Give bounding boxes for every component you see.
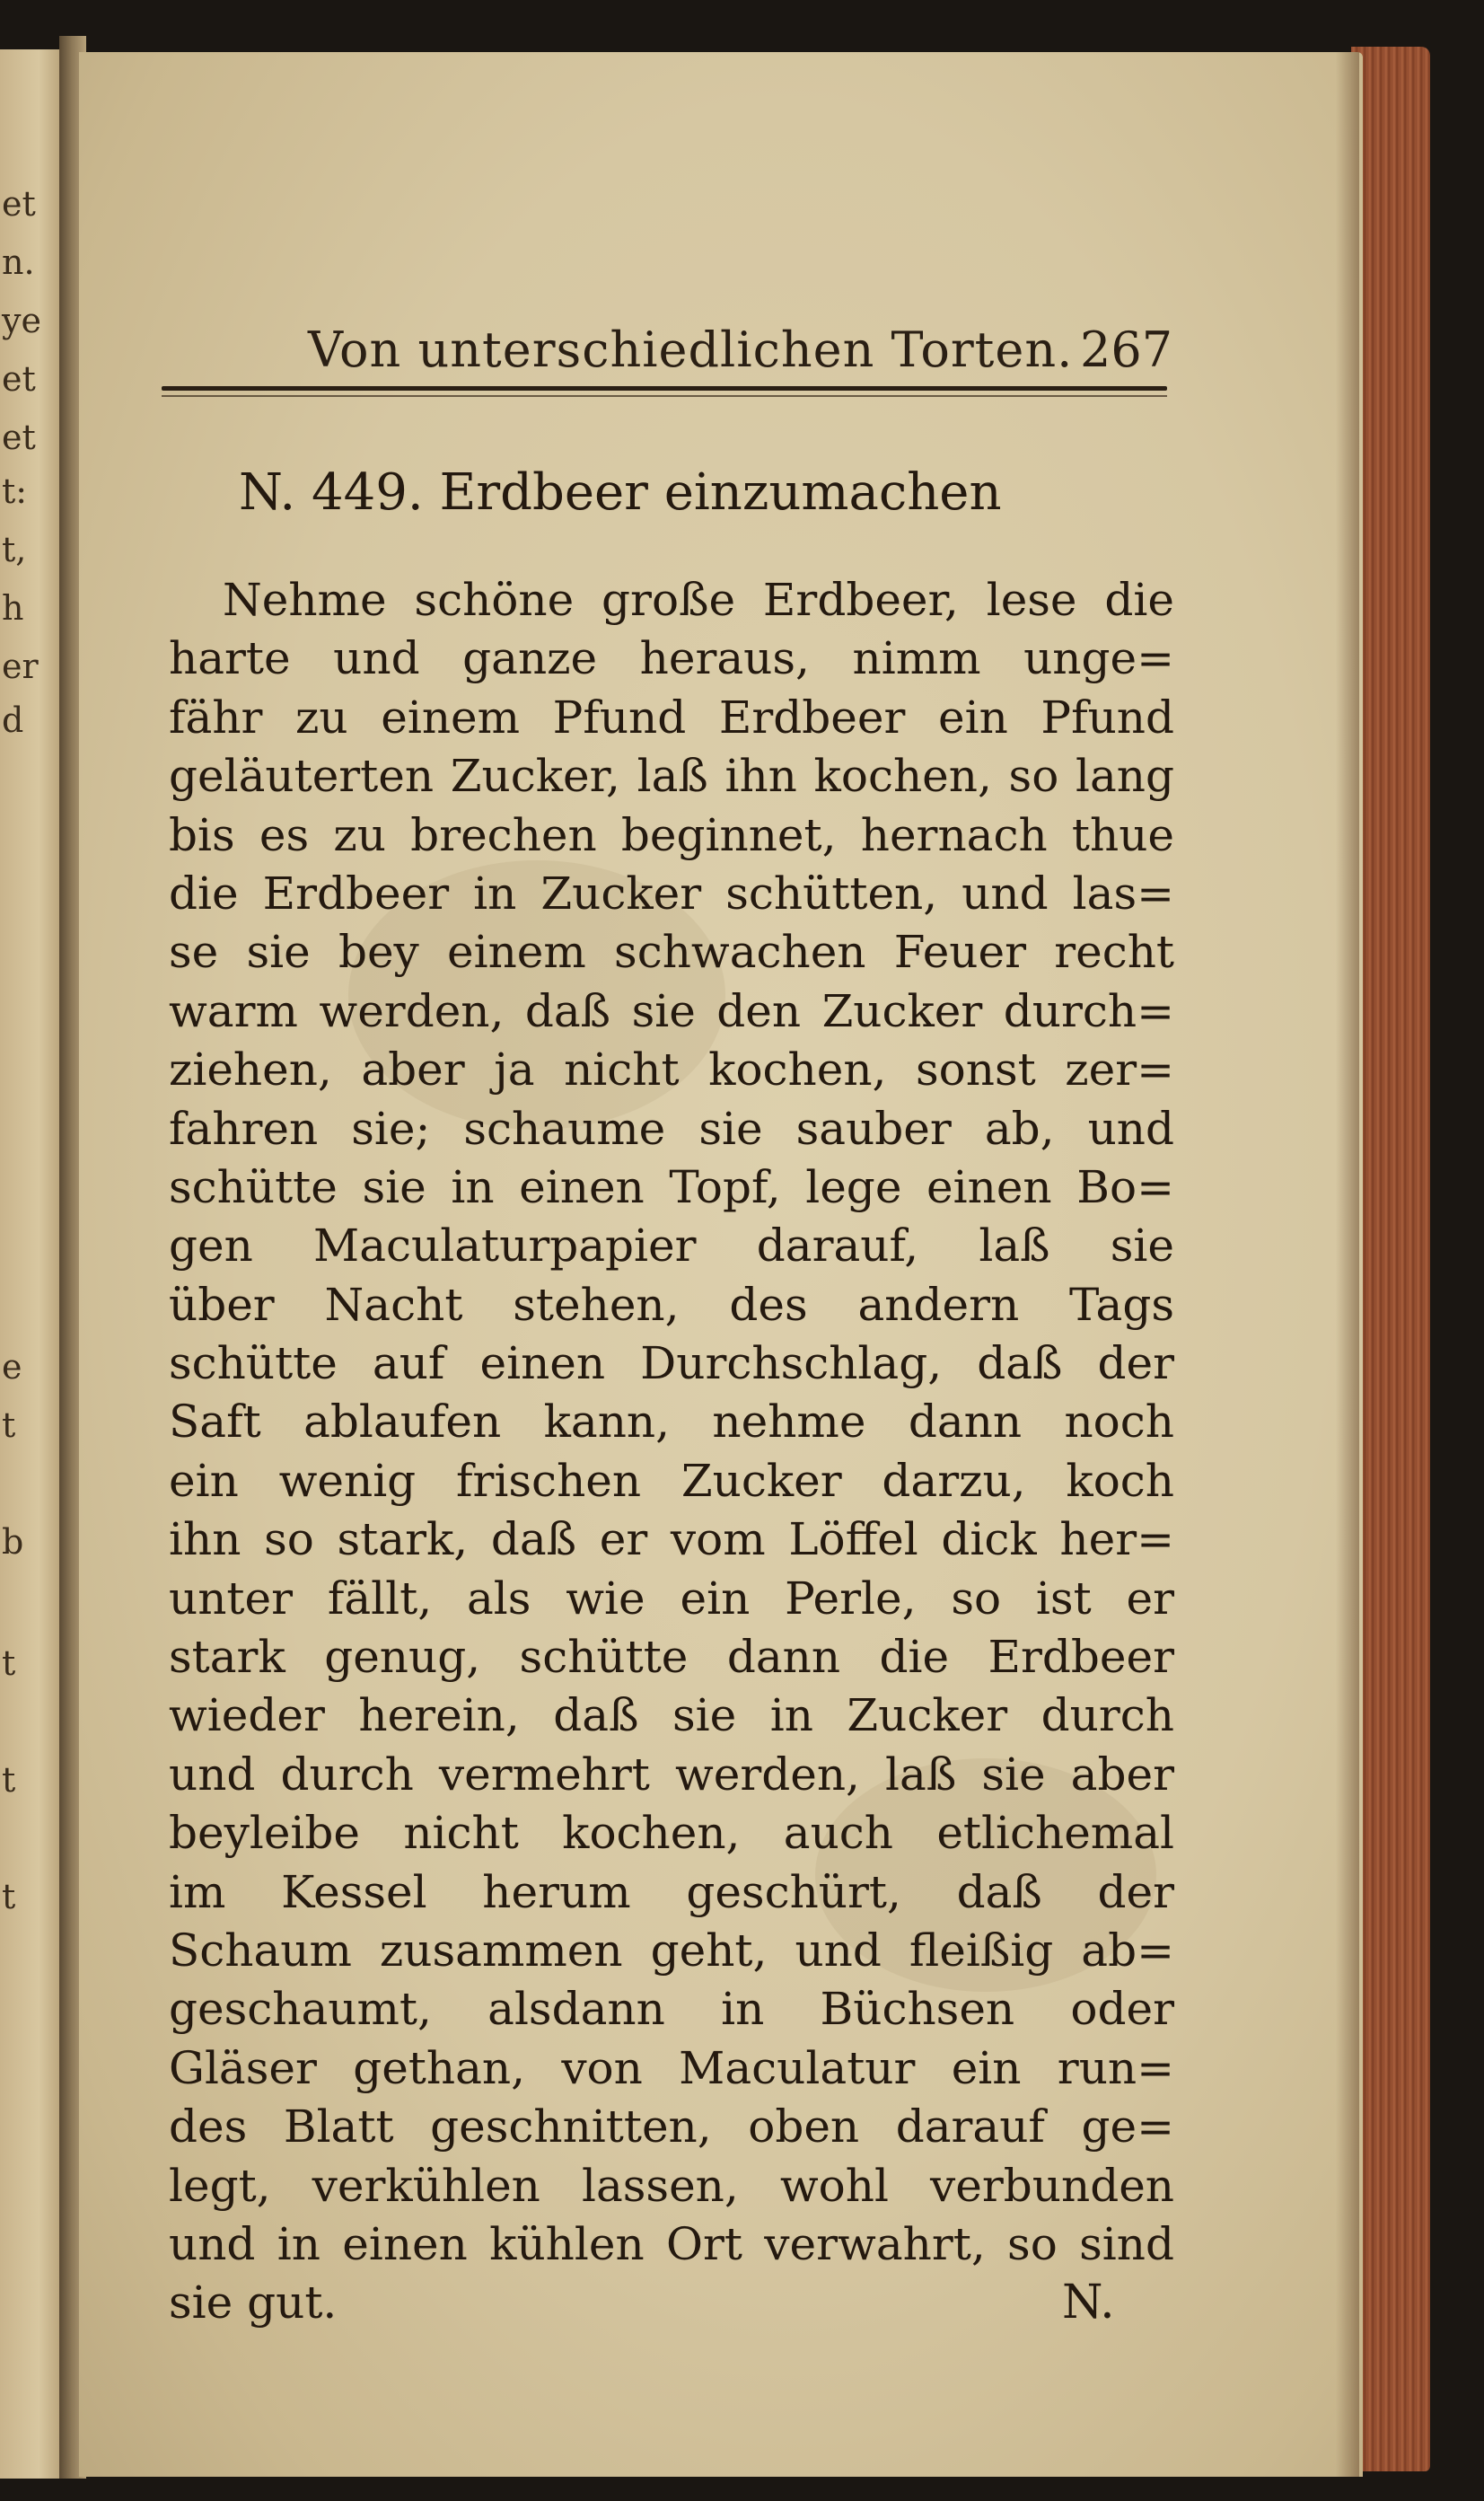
- left-page-fragment: t,: [2, 530, 27, 569]
- recipe-line-text: geschaumt, alsdann in Büchsen oder: [169, 1983, 1174, 2036]
- recipe-line-text: beyleibe nicht kochen, auch etlichemal: [169, 1807, 1174, 1860]
- recipe-line: [169, 630, 1174, 688]
- recipe-line-text: wieder herein, daß sie in Zucker durch: [169, 1689, 1174, 1742]
- header-rule: [162, 386, 1167, 391]
- recipe-line-text: schütte sie in einen Topf, lege einen Bo=: [169, 1160, 1174, 1213]
- recipe-line-text: harte und ganze heraus, nimm unge=: [169, 632, 1174, 685]
- recipe-line: [169, 1217, 1174, 1275]
- recipe-line-text: des Blatt geschnitten, oben darauf ge=: [169, 2100, 1174, 2153]
- recipe-line-text: und durch vermehrt werden, laß sie aber: [169, 1748, 1174, 1801]
- recipe-line-text: se sie bey einem schwachen Feuer recht: [169, 926, 1174, 979]
- recipe-line: [169, 1393, 1174, 1451]
- recipe-line-text: fähr zu einem Pfund Erdbeer ein Pfund: [169, 691, 1174, 744]
- recipe-line-text: legt, verkühlen lassen, wohl verbunden: [169, 2159, 1174, 2212]
- left-page-fragment: t: [2, 1405, 16, 1445]
- recipe-line-text: schütte auf einen Durchschlag, daß der: [169, 1337, 1174, 1390]
- left-page-fragment: er: [2, 647, 39, 686]
- recipe-line: [169, 806, 1174, 865]
- left-page-fragment: t: [2, 1643, 16, 1683]
- left-page-fragment: e: [2, 1347, 22, 1387]
- left-page-fragment: ye: [2, 301, 41, 340]
- recipe-line: [169, 923, 1174, 982]
- recipe-body: [169, 571, 1174, 2333]
- left-page-fragment: b: [2, 1522, 24, 1562]
- recipe-line: [169, 1746, 1174, 1804]
- recipe-line-text: sie gut.: [169, 2276, 338, 2329]
- recipe-line: [169, 1686, 1174, 1745]
- recipe-line-text: warm werden, daß sie den Zucker durch=: [169, 984, 1174, 1037]
- recipe-line-text: und in einen kühlen Ort verwahrt, so sind: [169, 2217, 1174, 2270]
- recipe-line: [169, 1922, 1174, 1980]
- recipe-line: [169, 1334, 1174, 1393]
- recipe-line: [169, 1510, 1174, 1569]
- left-page-fragment: h: [2, 588, 24, 628]
- recipe-line-text: ein wenig frischen Zucker darzu, koch: [169, 1454, 1174, 1507]
- recipe-signature: N.: [1062, 2276, 1115, 2330]
- recipe-line-text: Gläser gethan, von Maculatur ein run=: [169, 2041, 1174, 2094]
- recipe-line-text: bis es zu brechen beginnet, hernach thue: [169, 808, 1174, 861]
- running-head: Von unterschiedlichen Torten.: [308, 321, 1074, 378]
- left-page-fragment: et: [2, 359, 36, 399]
- recipe-line: [169, 2098, 1174, 2156]
- recipe-line-text: über Nacht stehen, des andern Tags: [169, 1278, 1174, 1331]
- page-edge-shadow: [1336, 52, 1359, 2477]
- recipe-line-text: geläuterten Zucker, laß ihn kochen, so lang: [169, 750, 1174, 803]
- recipe-line: [169, 1452, 1174, 1510]
- recipe-line-text: Schaum zusammen geht, und fleißig ab=: [169, 1924, 1174, 1977]
- left-page-fragment: t: [2, 1760, 16, 1800]
- recipe-line-text: stark genug, schütte dann die Erdbeer: [169, 1631, 1174, 1684]
- recipe-line-text: fahren sie; schaume sie sauber ab, und: [169, 1102, 1174, 1155]
- recipe-line: [169, 1100, 1174, 1158]
- recipe-line: [169, 1158, 1174, 1217]
- recipe-line: [169, 2215, 1174, 2274]
- left-page-fragment: d: [2, 700, 24, 740]
- left-page-fragment: t: [2, 1877, 16, 1916]
- page-number: 267: [1080, 321, 1173, 378]
- recipe-line: [169, 689, 1174, 747]
- recipe-line: [169, 1276, 1174, 1334]
- recipe-line: [169, 747, 1174, 806]
- recipe-line-text: die Erdbeer in Zucker schütten, und las=: [169, 867, 1174, 920]
- header-rule-thin: [162, 395, 1167, 397]
- left-page-fragment: et: [2, 418, 36, 457]
- left-page-fragment: t:: [2, 471, 28, 511]
- recipe-line: [169, 1041, 1174, 1099]
- recipe-line: [169, 571, 1174, 630]
- recipe-line-text: unter fällt, als wie ein Perle, so ist er: [169, 1572, 1174, 1625]
- recipe-line: [169, 2274, 1174, 2332]
- recipe-line-text: ziehen, aber ja nicht kochen, sonst zer=: [169, 1044, 1174, 1096]
- book-page: [79, 52, 1363, 2477]
- recipe-line: [169, 1804, 1174, 1863]
- recipe-line: [169, 1980, 1174, 2039]
- recipe-line-text: im Kessel herum geschürt, daß der: [169, 1865, 1174, 1918]
- left-page-fragment: n.: [2, 242, 35, 282]
- left-neighbor-page: [0, 49, 65, 2479]
- recipe-line-text: gen Maculaturpapier darauf, laß sie: [169, 1220, 1174, 1273]
- recipe-line: [169, 1863, 1174, 1922]
- recipe-line: [169, 1570, 1174, 1628]
- recipe-line: [169, 2039, 1174, 2098]
- page-edges: [1351, 47, 1430, 2471]
- recipe-line: [169, 865, 1174, 923]
- recipe-line: [169, 1628, 1174, 1686]
- recipe-title: N. 449. Erdbeer einzumachen: [239, 463, 1002, 522]
- recipe-line-text: Saft ablaufen kann, nehme dann noch: [169, 1396, 1174, 1449]
- recipe-line: [169, 982, 1174, 1041]
- recipe-line-text: ihn so stark, daß er vom Löffel dick her=: [169, 1513, 1174, 1566]
- recipe-line: [169, 2157, 1174, 2215]
- recipe-line-text: Nehme schöne große Erdbeer, lese die: [223, 574, 1174, 626]
- left-page-fragment: et: [2, 184, 36, 224]
